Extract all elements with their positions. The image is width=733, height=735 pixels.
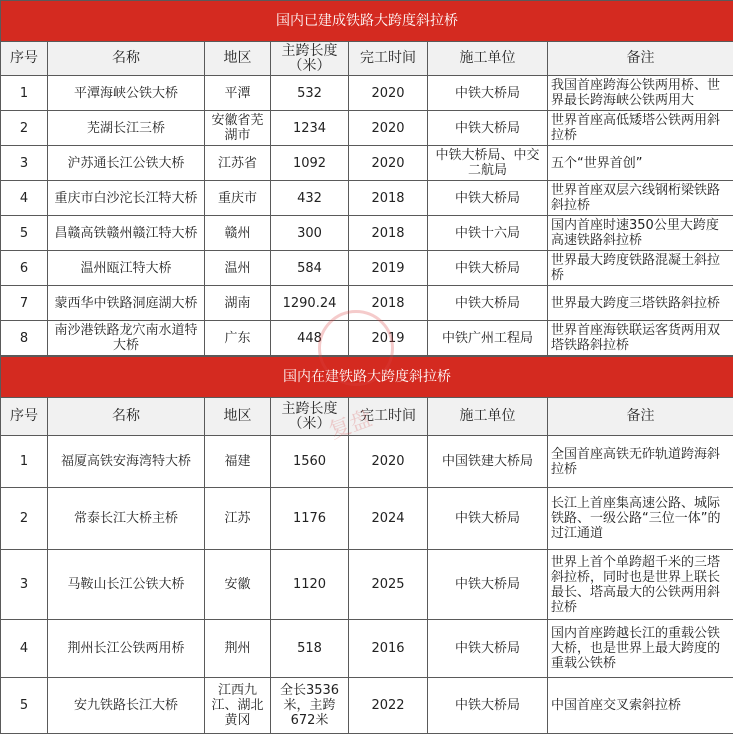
cell-name: 温州瓯江特大桥 [48, 251, 205, 286]
cell-span: 518 [271, 620, 349, 678]
cell-region: 湖南 [205, 286, 271, 321]
built-bridges-table [0, 0, 733, 356]
col-header-completion: 完工时间 [349, 42, 428, 76]
cell-region: 福建 [205, 436, 271, 488]
cell-completion: 2022 [349, 678, 428, 734]
cell-index: 7 [1, 286, 48, 321]
building-table-body [1, 436, 733, 734]
cell-span: 448 [271, 321, 349, 356]
col-header-region: 地区 [205, 42, 271, 76]
cell-notes: 世界最大跨度三塔铁路斜拉桥 [548, 286, 733, 321]
cell-name: 芜湖长江三桥 [48, 111, 205, 146]
cell-name: 昌赣高铁赣州赣江特大桥 [48, 216, 205, 251]
table-row [1, 678, 733, 734]
cell-name: 重庆市白沙沱长江特大桥 [48, 181, 205, 216]
cell-notes: 中国首座交叉索斜拉桥 [548, 678, 733, 734]
cell-notes: 世界首座海铁联运客货两用双塔铁路斜拉桥 [548, 321, 733, 356]
cell-index: 5 [1, 678, 48, 734]
cell-completion: 2025 [349, 550, 428, 620]
cell-index: 4 [1, 181, 48, 216]
cell-span: 584 [271, 251, 349, 286]
cell-index: 3 [1, 146, 48, 181]
cell-span: 432 [271, 181, 349, 216]
cell-index: 2 [1, 488, 48, 550]
cell-completion: 2020 [349, 111, 428, 146]
cell-name: 沪苏通长江公铁大桥 [48, 146, 205, 181]
cell-notes: 长江上首座集高速公路、城际铁路、一级公路“三位一体”的过江通道 [548, 488, 733, 550]
cell-region: 赣州 [205, 216, 271, 251]
cell-completion: 2018 [349, 181, 428, 216]
cell-region: 江西九江、湖北黄冈 [205, 678, 271, 734]
table-row [1, 550, 733, 620]
col-header-index: 序号 [1, 398, 48, 436]
cell-completion: 2016 [349, 620, 428, 678]
cell-notes: 世界最大跨度铁路混凝土斜拉桥 [548, 251, 733, 286]
col-header-name: 名称 [48, 42, 205, 76]
cell-contractor: 中铁大桥局 [428, 286, 548, 321]
cell-completion: 2018 [349, 286, 428, 321]
cell-region: 安徽 [205, 550, 271, 620]
cell-contractor: 中铁广州工程局 [428, 321, 548, 356]
cell-contractor: 中铁大桥局 [428, 111, 548, 146]
cell-contractor: 中铁大桥局 [428, 181, 548, 216]
cell-notes: 我国首座跨海公铁两用桥、世界最长跨海峡公铁两用大 [548, 76, 733, 111]
cell-region: 广东 [205, 321, 271, 356]
table-row [1, 436, 733, 488]
cell-notes: 世界首座双层六线钢桁梁铁路斜拉桥 [548, 181, 733, 216]
col-header-completion: 完工时间 [349, 398, 428, 436]
cell-notes: 世界首座高低矮塔公铁两用斜拉桥 [548, 111, 733, 146]
cell-span: 全长3536米，主跨672米 [271, 678, 349, 734]
col-header-notes: 备注 [548, 42, 733, 76]
table-row [1, 76, 733, 111]
cell-name: 荆州长江公铁两用桥 [48, 620, 205, 678]
table-row [1, 620, 733, 678]
cell-completion: 2020 [349, 146, 428, 181]
cell-name: 马鞍山长江公铁大桥 [48, 550, 205, 620]
cell-contractor: 中国铁建大桥局 [428, 436, 548, 488]
cell-contractor: 中铁大桥局、中交二航局 [428, 146, 548, 181]
cell-notes: 国内首座时速350公里大跨度高速铁路斜拉桥 [548, 216, 733, 251]
cell-contractor: 中铁十六局 [428, 216, 548, 251]
cell-index: 2 [1, 111, 48, 146]
table-row [1, 111, 733, 146]
cell-completion: 2020 [349, 76, 428, 111]
cell-index: 5 [1, 216, 48, 251]
table-row [1, 251, 733, 286]
cell-name: 安九铁路长江大桥 [48, 678, 205, 734]
cell-name: 福厦高铁安海湾特大桥 [48, 436, 205, 488]
watermark-seal-icon [318, 310, 394, 386]
cell-contractor: 中铁大桥局 [428, 251, 548, 286]
cell-span: 1092 [271, 146, 349, 181]
cell-completion: 2024 [349, 488, 428, 550]
cell-index: 4 [1, 620, 48, 678]
cell-completion: 2018 [349, 216, 428, 251]
cell-region: 江苏省 [205, 146, 271, 181]
cell-notes: 全国首座高铁无砟轨道跨海斜拉桥 [548, 436, 733, 488]
cell-contractor: 中铁大桥局 [428, 488, 548, 550]
cell-name: 平潭海峡公铁大桥 [48, 76, 205, 111]
col-header-contractor: 施工单位 [428, 398, 548, 436]
cell-index: 3 [1, 550, 48, 620]
cell-contractor: 中铁大桥局 [428, 620, 548, 678]
watermark-text: 复盘 [325, 406, 376, 445]
cell-completion: 2019 [349, 321, 428, 356]
cell-index: 1 [1, 436, 48, 488]
cell-span: 1234 [271, 111, 349, 146]
col-header-span: 主跨长度（米） [271, 42, 349, 76]
col-header-region: 地区 [205, 398, 271, 436]
table-row [1, 181, 733, 216]
cell-region: 重庆市 [205, 181, 271, 216]
cell-notes: 五个“世界首创” [548, 146, 733, 181]
table-row [1, 488, 733, 550]
cell-region: 江苏 [205, 488, 271, 550]
cell-completion: 2020 [349, 436, 428, 488]
col-header-contractor: 施工单位 [428, 42, 548, 76]
cell-region: 平潭 [205, 76, 271, 111]
cell-completion: 2019 [349, 251, 428, 286]
cell-span: 1120 [271, 550, 349, 620]
built-table-title: 国内已建成铁路大跨度斜拉桥 [1, 1, 733, 42]
cell-span: 1290.24 [271, 286, 349, 321]
cell-region: 安徽省芜湖市 [205, 111, 271, 146]
cell-region: 温州 [205, 251, 271, 286]
cell-name: 蒙西华中铁路洞庭湖大桥 [48, 286, 205, 321]
building-table-title: 国内在建铁路大跨度斜拉桥 [1, 357, 733, 398]
col-header-index: 序号 [1, 42, 48, 76]
cell-span: 532 [271, 76, 349, 111]
cell-index: 6 [1, 251, 48, 286]
cell-notes: 国内首座跨越长江的重载公铁大桥，也是世界上最大跨度的重载公铁桥 [548, 620, 733, 678]
col-header-notes: 备注 [548, 398, 733, 436]
cell-name: 南沙港铁路龙穴南水道特大桥 [48, 321, 205, 356]
cell-span: 300 [271, 216, 349, 251]
cell-contractor: 中铁大桥局 [428, 76, 548, 111]
cell-span: 1176 [271, 488, 349, 550]
table-row [1, 216, 733, 251]
cell-index: 8 [1, 321, 48, 356]
table-row [1, 146, 733, 181]
cell-region: 荆州 [205, 620, 271, 678]
col-header-name: 名称 [48, 398, 205, 436]
cell-index: 1 [1, 76, 48, 111]
cell-notes: 世界上首个单跨超千米的三塔斜拉桥，同时也是世界上联长最长、塔高最大的公铁两用斜拉桥 [548, 550, 733, 620]
cell-contractor: 中铁大桥局 [428, 678, 548, 734]
cell-name: 常泰长江大桥主桥 [48, 488, 205, 550]
col-header-span: 主跨长度（米） [271, 398, 349, 436]
cell-contractor: 中铁大桥局 [428, 550, 548, 620]
cell-span: 1560 [271, 436, 349, 488]
